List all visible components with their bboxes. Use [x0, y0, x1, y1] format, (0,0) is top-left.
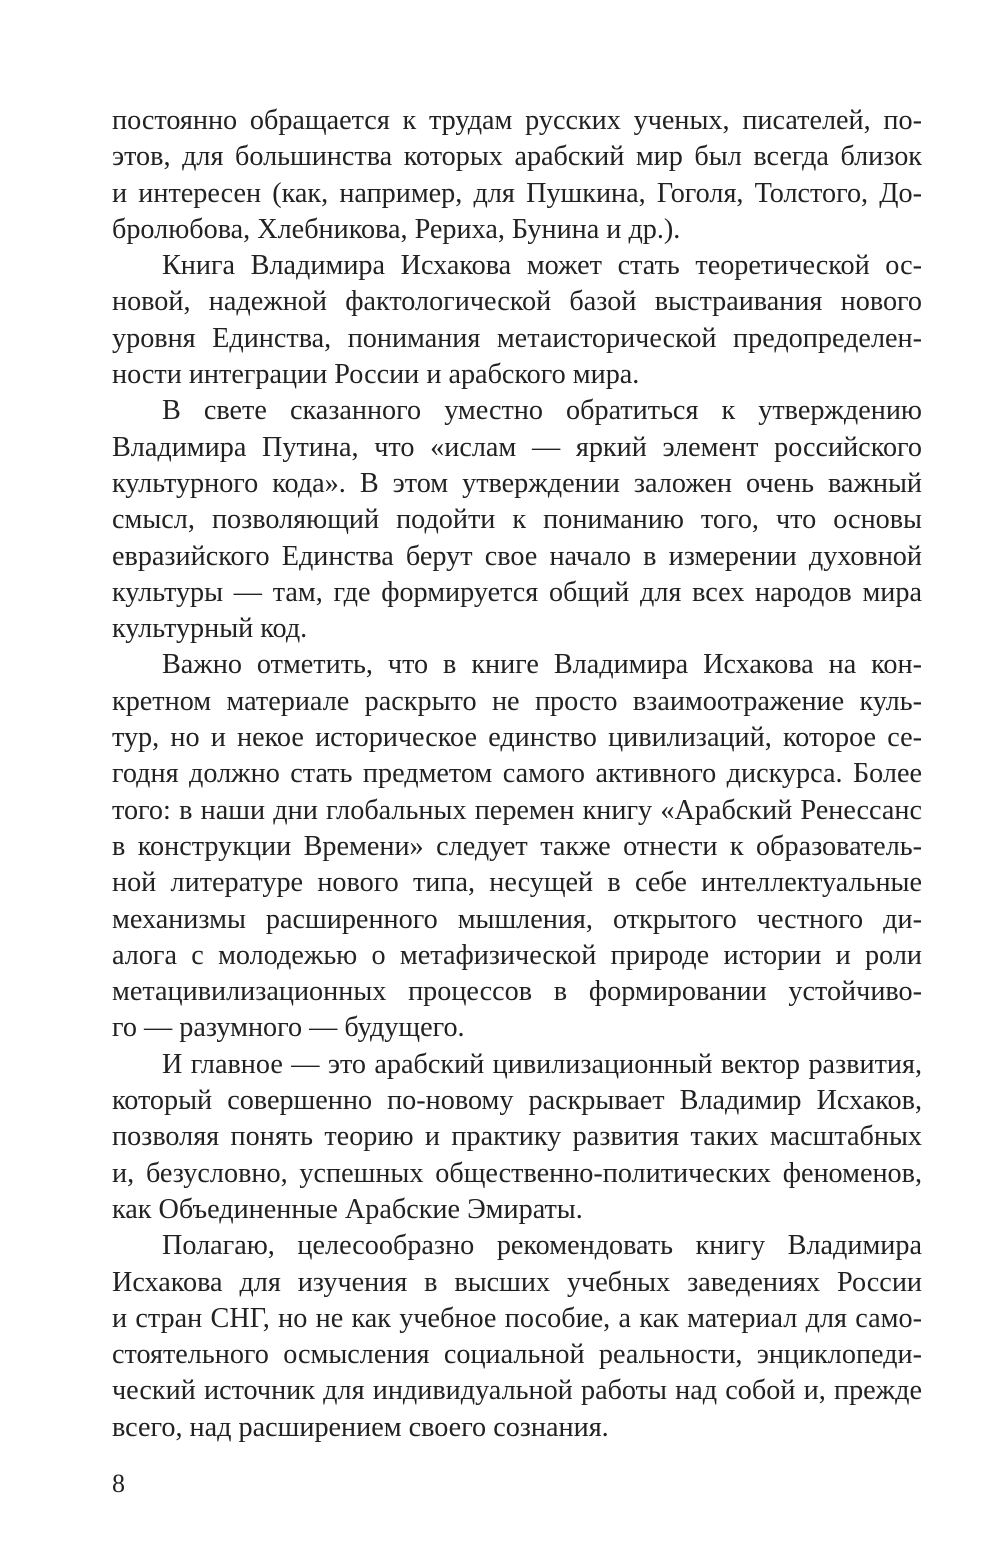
text-line: и стран СНГ, но не как учебное пособие, а как материал для само-	[112, 1302, 922, 1334]
text-line: ности интеграции России и арабского мира.	[112, 359, 640, 391]
text-line: бролюбова, Хлебникова, Рериха, Бунина и др.).	[112, 213, 681, 245]
text-line: постоянно обращается к трудам русских ученых, писателей, по-	[112, 105, 922, 136]
text-line: культурного кода». В этом утверждении заложен очень важный	[112, 467, 922, 499]
text-line: Исхакова для изучения в высших учебных заведениях России	[112, 1266, 922, 1298]
paragraph-2	[112, 248, 922, 393]
text-line: годня должно стать предметом самого активного дискурса. Более	[112, 758, 922, 790]
text-line: того: в наши дни глобальных перемен книгу «Арабский Ренессанс	[112, 794, 922, 826]
text-line: алога с молодежью о метафизической природе истории и роли	[112, 939, 922, 971]
text-line: евразийского Единства берут свое начало в измерении духовной	[112, 540, 922, 572]
text-line: тур, но и некое историческое единство цивилизаций, которое се-	[112, 722, 922, 754]
text-line: механизмы расширенного мышления, открытого честного ди-	[112, 903, 922, 935]
text-line: ческий источник для индивидуальной работы над собой и, прежде	[112, 1375, 922, 1407]
paragraph-4	[112, 647, 922, 1046]
text-line: который совершенно по-новому раскрывает Владимир Исхаков,	[112, 1085, 922, 1117]
text-line: Важно отметить, что в книге Владимира Исхакова на кон-	[162, 649, 922, 681]
body-text	[112, 103, 922, 1446]
text-line: как Объединенные Арабские Эмираты.	[112, 1193, 583, 1225]
text-line: Владимира Путина, что «ислам — яркий элемент российского	[112, 431, 922, 463]
text-line: уровня Единства, понимания метаисторической предопределен-	[112, 322, 922, 354]
text-line: ной литературе нового типа, несущей в себе интеллектуальные	[112, 867, 922, 899]
text-line: кретном материале раскрыто не просто взаимоотражение куль-	[112, 685, 922, 717]
text-line: и, безусловно, успешных общественно-политических феноменов,	[112, 1157, 922, 1189]
text-line: го — разумного — будущего.	[112, 1012, 465, 1044]
text-line: этов, для большинства которых арабский мир был всегда близок	[112, 141, 922, 173]
text-line: И главное — это арабский цивилизационный вектор развития,	[162, 1048, 922, 1080]
paragraph-5	[112, 1047, 922, 1228]
text-line: метацивилизационных процессов в формировании устойчиво-	[112, 976, 922, 1008]
paragraph-3	[112, 393, 922, 647]
text-line: всего, над расширением своего сознания.	[112, 1411, 609, 1443]
text-line: В свете сказанного уместно обратиться к утверждению	[162, 395, 922, 427]
text-line: в конструкции Времени» следует также отнести к образователь-	[112, 830, 922, 862]
text-line: позволяя понять теорию и практику развития таких масштабных	[112, 1121, 922, 1153]
page-number: 8	[112, 1469, 125, 1498]
paragraph-6	[112, 1228, 922, 1446]
text-line: новой, надежной фактологической базой выстраивания нового	[112, 286, 922, 318]
paragraph-1	[112, 103, 922, 248]
text-line: стоятельного осмысления социальной реальности, энциклопеди-	[112, 1339, 922, 1371]
text-line: Книга Владимира Исхакова может стать теоретической ос-	[162, 250, 922, 282]
text-line: культурный код.	[112, 613, 308, 645]
text-line: культуры — там, где формируется общий для всех народов мира	[112, 576, 922, 608]
text-line: смысл, позволяющий подойти к пониманию того, что основы	[112, 504, 922, 536]
text-line: и интересен (как, например, для Пушкина, Гоголя, Толстого, До-	[112, 177, 922, 209]
text-line: Полагаю, целесообразно рекомендовать книгу Владимира	[162, 1230, 922, 1262]
